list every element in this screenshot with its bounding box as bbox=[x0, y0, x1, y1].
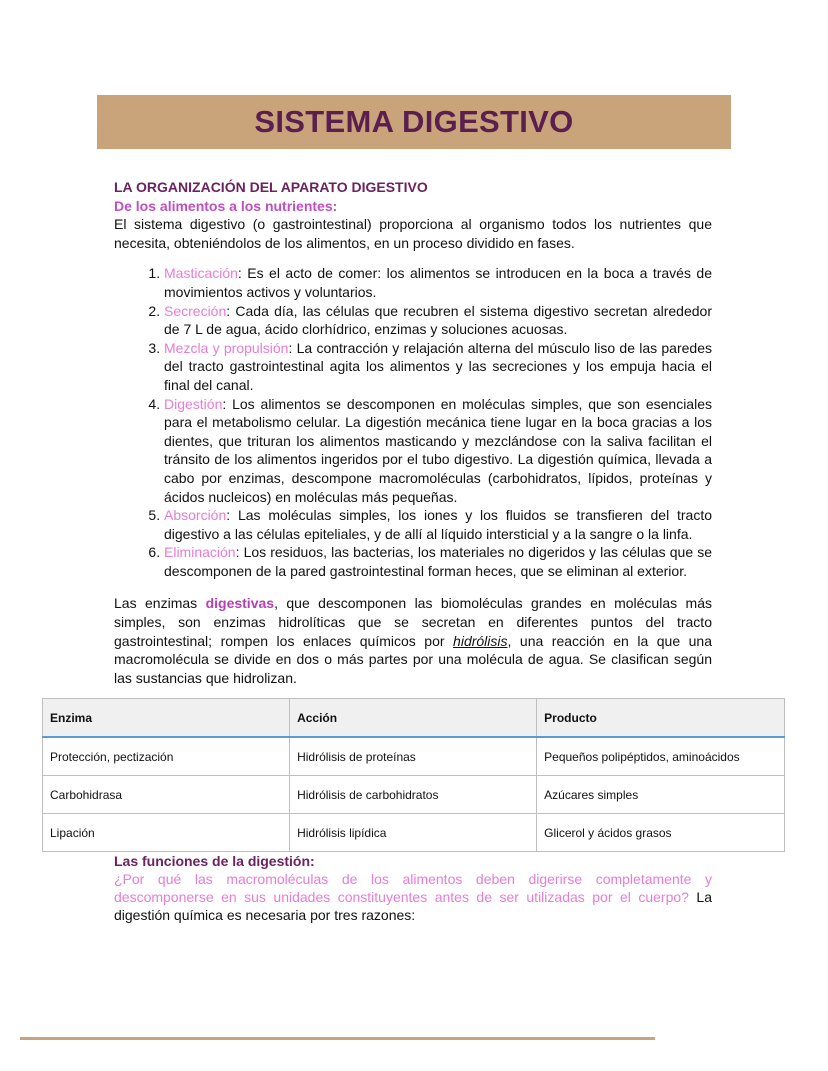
table-cell: Protección, pectización bbox=[43, 737, 290, 776]
list-item bbox=[164, 339, 712, 395]
functions-answer: La digestión química es necesaria por tres razones: bbox=[114, 889, 712, 923]
table-header-row bbox=[43, 699, 785, 738]
phase-text: : Los residuos, las bacterias, los materiales no digeridos y las células que se descomponen de la pared gastrointestinal forman heces, que se eliminan al exterior. bbox=[164, 544, 712, 579]
phase-term: Digestión bbox=[164, 395, 223, 412]
phase-text: : Cada día, las células que recubren el sistema digestivo secretan alrededor de 7 L de agua, ácido clorhídrico, enzimas y soluciones acuosas. bbox=[164, 302, 712, 338]
functions-section bbox=[114, 852, 712, 924]
table-cell: Hidrólisis lipídica bbox=[290, 814, 537, 852]
table-cell: Carbohidrasa bbox=[43, 776, 290, 814]
functions-question: ¿Por qué las macromoléculas de los alimentos deben digerirse completamente y descomponerse en sus unidades constituyentes antes de ser utilizadas por el cuerpo? bbox=[114, 871, 712, 905]
footer-divider bbox=[20, 1037, 655, 1040]
phase-term: Eliminación bbox=[164, 544, 236, 561]
functions-paragraph bbox=[114, 870, 712, 924]
section-heading: LA ORGANIZACIÓN DEL APARATO DIGESTIVO bbox=[114, 179, 428, 195]
phase-text: : La contracción y relajación alterna del músculo liso de las paredes del tracto gastrointestinal agita los alimentos y las secreciones y los empuja hacia el final del canal. bbox=[164, 339, 712, 393]
table-cell: Pequeños polipéptidos, aminoácidos bbox=[537, 737, 785, 776]
main-content bbox=[114, 178, 712, 687]
column-header: Acción bbox=[290, 699, 537, 738]
list-item bbox=[164, 395, 712, 507]
table-cell: Glicerol y ácidos grasos bbox=[537, 814, 785, 852]
enzymes-text: , que descomponen las biomoléculas grandes en moléculas más simples, son enzimas hidrolíticas que se secretan en diferentes puntos del tracto gastrointestinal; rompen los enlaces químicos por bbox=[114, 595, 712, 649]
list-item bbox=[164, 506, 712, 543]
table-row bbox=[43, 814, 785, 852]
enzymes-table bbox=[42, 698, 785, 852]
intro-paragraph: El sistema digestivo (o gastrointestinal) proporciona al organismo todos los nutrientes que necesita, obteniéndolos de los alimentos, en un proceso dividido en fases. bbox=[114, 216, 712, 251]
table-row bbox=[43, 737, 785, 776]
highlight-term: digestivas bbox=[205, 595, 275, 612]
phase-text: : Es el acto de comer: los alimentos se introducen en la boca a través de movimientos activos y voluntarios. bbox=[164, 265, 712, 300]
functions-heading: Las funciones de la digestión: bbox=[114, 853, 315, 869]
phase-term: Masticación bbox=[164, 265, 238, 282]
list-item bbox=[164, 264, 712, 301]
phase-text: : Las moléculas simples, los iones y los fluidos se transfieren del tracto digestivo a las células epiteliales, y de allí al líquido intersticial y a la sangre o la linfa. bbox=[164, 507, 712, 542]
phase-term: Absorción bbox=[164, 507, 227, 524]
phase-term: Mezcla y propulsión bbox=[164, 339, 289, 356]
phase-term: Secreción bbox=[164, 302, 227, 319]
sub-heading: De los alimentos a los nutrientes: bbox=[114, 197, 338, 214]
enzymes-text: , una reacción en la que una macromolécula se divide en dos o más partes por una molécula de agua. Se clasifican según las sustancias que hidrolizan. bbox=[114, 632, 712, 686]
table-row bbox=[43, 776, 785, 814]
enzymes-paragraph bbox=[114, 594, 712, 687]
page-title: SISTEMA DIGESTIVO bbox=[254, 104, 574, 139]
enzymes-text: Las enzimas bbox=[114, 595, 206, 612]
table-cell: Azúcares simples bbox=[537, 776, 785, 814]
list-item bbox=[164, 543, 712, 580]
title-banner bbox=[97, 95, 731, 149]
underlined-term: hidrólisis bbox=[453, 632, 508, 649]
list-item bbox=[164, 302, 712, 339]
phase-text: : Los alimentos se descomponen en moléculas simples, que son esenciales para el metabolismo celular. La digestión mecánica tiene lugar en la boca gracias a los dientes, que trituran los alimentos masticando y mezclándose con la saliva facilitan el tránsito de los alimentos ingeridos por el tubo digestivo. La digestión química, llevada a cabo por enzimas, descompone macromoléculas (carbohidratos, lípidos, proteínas y ácidos nucleicos) en moléculas más pequeñas. bbox=[164, 395, 712, 505]
column-header: Enzima bbox=[43, 699, 290, 738]
phases-list bbox=[114, 264, 712, 580]
table-cell: Hidrólisis de carbohidratos bbox=[290, 776, 537, 814]
table-cell: Hidrólisis de proteínas bbox=[290, 737, 537, 776]
table-cell: Lipación bbox=[43, 814, 290, 852]
column-header: Producto bbox=[537, 699, 785, 738]
